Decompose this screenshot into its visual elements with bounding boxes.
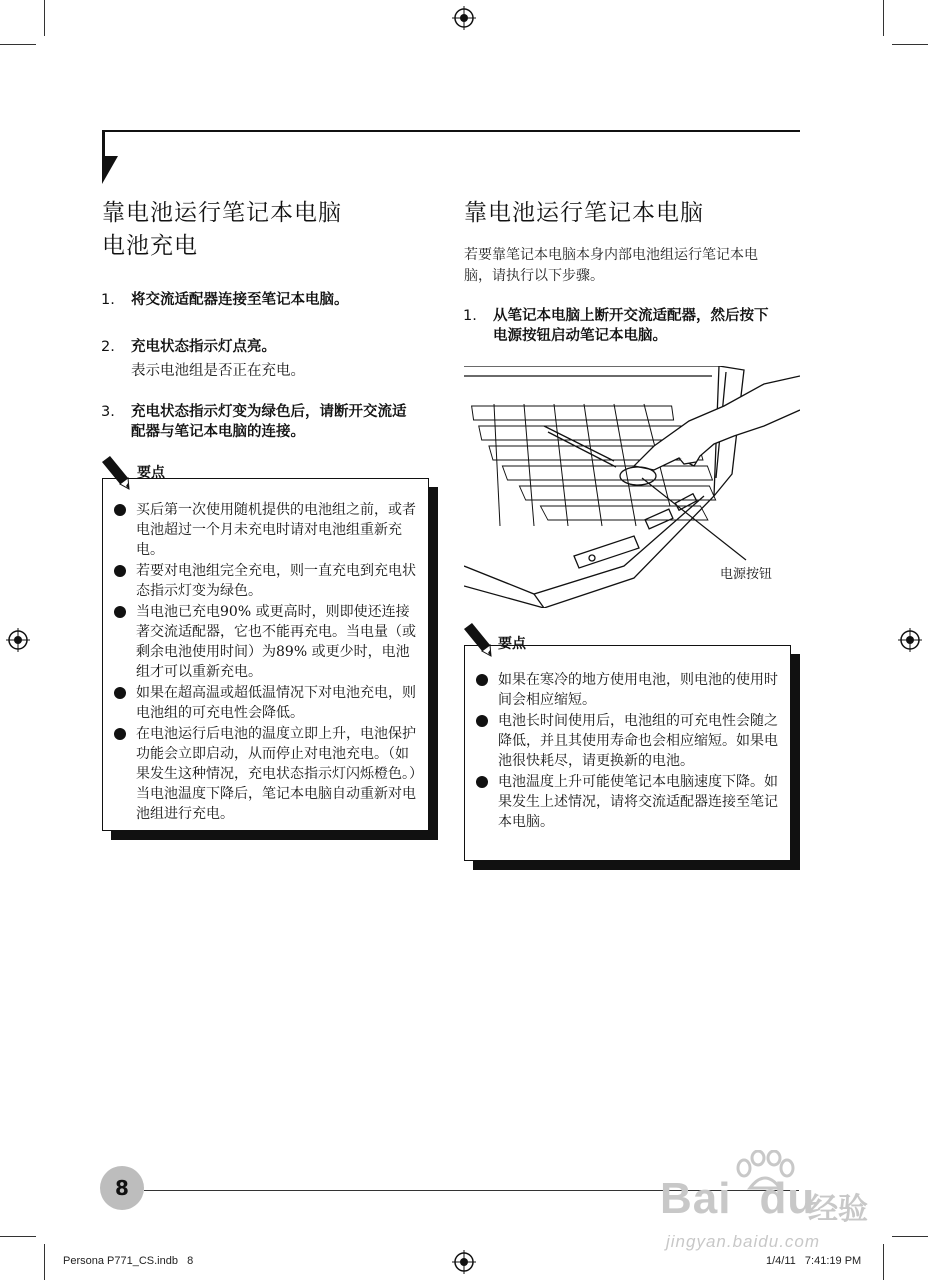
crop-mark: [892, 44, 928, 45]
list-item: [110, 500, 420, 560]
step-text-line1: 充电状态指示灯变为绿色后，请断开交流适: [131, 404, 407, 420]
right-section-title: 靠电池运行笔记本电脑: [464, 200, 704, 226]
left-section-title: [102, 197, 342, 263]
watermark-brand-du: du: [759, 1174, 816, 1223]
bullet-icon: [114, 728, 126, 740]
pencil-icon: [460, 623, 492, 657]
crop-mark: [0, 44, 36, 45]
list-item-text: 买后第一次使用随机提供的电池组之前，或者电池超过一个月未充电时请对电池组重新充电。: [136, 502, 416, 558]
right-step-1: [463, 306, 803, 350]
left-title-line2: 电池充电: [102, 233, 198, 259]
intro-line2: 脑，请执行以下步骤。: [464, 268, 604, 284]
note-header-line: [170, 478, 429, 479]
step-number: 1.: [101, 292, 115, 308]
page-number-badge: 8: [100, 1166, 144, 1210]
slug-left: Persona P771_CS.indb 8: [63, 1255, 194, 1267]
left-note-list: [110, 500, 420, 825]
header-rule: [102, 130, 800, 132]
header-corner-wedge-icon: [102, 130, 120, 184]
list-item: [110, 683, 420, 723]
registration-mark-icon: [452, 6, 476, 30]
bullet-icon: [476, 715, 488, 727]
list-item-text: 若要对电池组完全充电，则一直充电到充电状态指示灯变为绿色。: [136, 563, 416, 599]
bullet-icon: [114, 504, 126, 516]
slug-right: 1/4/11 7:41:19 PM: [766, 1255, 862, 1267]
step-number: 3.: [101, 404, 115, 420]
left-step-1: [101, 290, 441, 312]
figure-callout-label: 电源按钮: [720, 567, 773, 582]
registration-mark-icon: [452, 1250, 476, 1274]
baidu-jingyan-watermark: [660, 1150, 880, 1260]
list-item-text: 当电池已充电90% 或更高时，则即使还连接著交流适配器，它也不能再充电。当电量（或剩余电池使用时间）为89% 或更少时，电池组才可以重新充电。: [136, 604, 416, 680]
list-item: [110, 561, 420, 601]
step-text-line2: 电源按钮启动笔记本电脑。: [493, 328, 667, 344]
bullet-icon: [476, 776, 488, 788]
crop-mark: [883, 0, 884, 36]
step-text: [131, 402, 407, 442]
note-label: 要点: [498, 636, 526, 652]
list-item: [110, 602, 420, 682]
step-number: 2.: [101, 339, 115, 355]
right-note-list: [472, 670, 784, 833]
list-item: [472, 772, 784, 832]
note-label: 要点: [137, 465, 165, 481]
right-intro-paragraph: [464, 245, 804, 287]
bullet-icon: [114, 565, 126, 577]
registration-mark-icon: [6, 628, 30, 652]
watermark-url: jingyan.baidu.com: [666, 1232, 821, 1251]
crop-mark: [0, 1236, 36, 1237]
pencil-icon: [98, 456, 130, 490]
step-number: 1.: [463, 308, 477, 324]
list-item-text: 如果在超高温或超低温情况下对电池充电，则电池组的可充电性会降低。: [136, 685, 416, 721]
watermark-brand-bai: Bai: [660, 1174, 732, 1223]
list-item-text: 电池长时间使用后，电池组的可充电性会随之降低，并且其使用寿命也会相应缩短。如果电池很快耗尽，请更换新的电池。: [498, 713, 778, 769]
step-subtext: 表示电池组是否正在充电。: [131, 363, 305, 379]
watermark-brand-cn: 经验: [808, 1193, 868, 1226]
registration-mark-icon: [898, 628, 922, 652]
left-step-3: [101, 402, 441, 446]
step-text: [493, 306, 769, 346]
left-step-2: [101, 337, 441, 383]
bullet-icon: [114, 606, 126, 618]
list-item-text: 在电池运行后电池的温度立即上升，电池保护功能会立即启动，从而停止对电池充电。（如果发生这种情况，充电状态指示灯闪烁橙色。）当电池温度下降后，笔记本电脑自动重新对电池组进行充电。: [136, 726, 416, 822]
list-item: [472, 670, 784, 710]
list-item-text: 如果在寒冷的地方使用电池，则电池的使用时间会相应缩短。: [498, 672, 778, 708]
step-text-line2: 配器与笔记本电脑的连接。: [131, 424, 305, 440]
crop-mark: [44, 0, 45, 36]
intro-line1: 若要靠笔记本电脑本身内部电池组运行笔记本电: [464, 247, 758, 263]
list-item-text: 电池温度上升可能使笔记本电脑速度下降。如果发生上述情况，请将交流适配器连接至笔记本电脑。: [498, 774, 778, 830]
step-text: 将交流适配器连接至笔记本电脑。: [131, 292, 349, 308]
crop-mark: [883, 1244, 884, 1280]
crop-mark: [892, 1236, 928, 1237]
bullet-icon: [114, 687, 126, 699]
crop-mark: [44, 1244, 45, 1280]
list-item: [110, 724, 420, 824]
watermark-brand: [660, 1174, 815, 1224]
note-header-line: [532, 645, 791, 646]
step-text-line1: 从笔记本电脑上断开交流适配器，然后按下: [493, 308, 769, 324]
bullet-icon: [476, 674, 488, 686]
left-title-line1: 靠电池运行笔记本电脑: [102, 200, 342, 226]
list-item: [472, 711, 784, 771]
step-text: 充电状态指示灯点亮。: [131, 339, 276, 355]
